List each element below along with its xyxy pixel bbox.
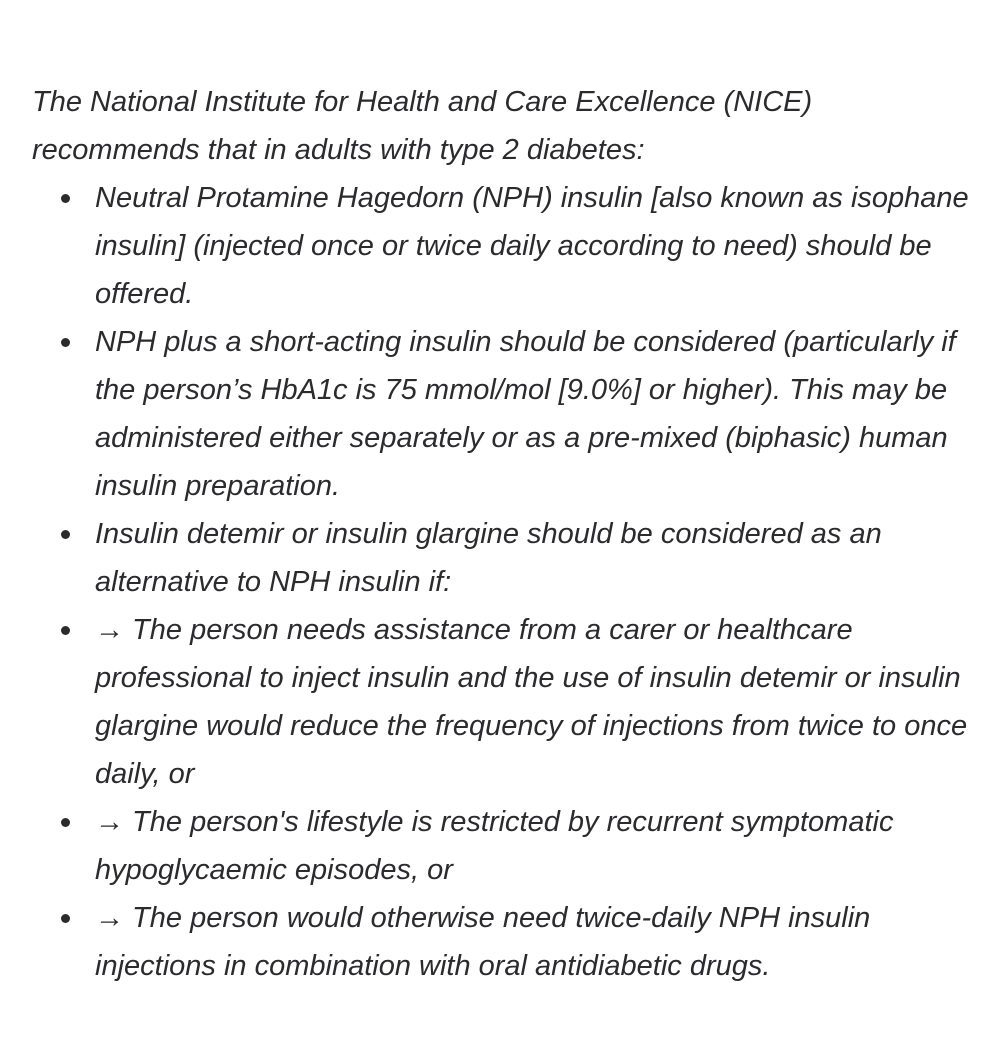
bullet-icon: [61, 338, 70, 347]
bullet-icon: [61, 914, 70, 923]
bullet-icon: [61, 818, 70, 827]
list-item: [32, 894, 982, 990]
intro-paragraph: The National Institute for Health and Care Excellence (NICE) recommends that in adults with type 2 diabetes:: [32, 86, 813, 166]
bullet-icon: [61, 530, 70, 539]
list-item: [32, 174, 982, 318]
list-item-text: NPH plus a short-acting insulin should be considered (particularly if the person’s HbA1c is 75 mmol/mol [9.0%] or higher). This may be administered either separately or as a pre-mixed (biphasic) human insulin preparation.: [95, 326, 956, 502]
list-item: [32, 798, 982, 894]
list-item-text: → The person needs assistance from a carer or healthcare professional to inject insulin and the use of insulin detemir or insulin glargine would reduce the frequency of injections from twice to once daily, or: [95, 614, 968, 790]
list-item-text: → The person would otherwise need twice-daily NPH insulin injections in combination with oral antidiabetic drugs.: [95, 902, 871, 982]
document-body: [32, 78, 982, 990]
list-item: [32, 510, 982, 606]
recommendation-list: [32, 174, 982, 990]
list-item-text: Neutral Protamine Hagedorn (NPH) insulin [also known as isophane insulin] (injected once or twice daily according to need) should be offered.: [95, 182, 969, 310]
list-item: [32, 606, 982, 798]
list-item: [32, 318, 982, 510]
bullet-icon: [61, 194, 70, 203]
list-item-text: → The person's lifestyle is restricted by recurrent symptomatic hypoglycaemic episodes, or: [95, 806, 894, 886]
list-item-text: Insulin detemir or insulin glargine should be considered as an alternative to NPH insulin if:: [95, 518, 882, 598]
bullet-icon: [61, 626, 70, 635]
